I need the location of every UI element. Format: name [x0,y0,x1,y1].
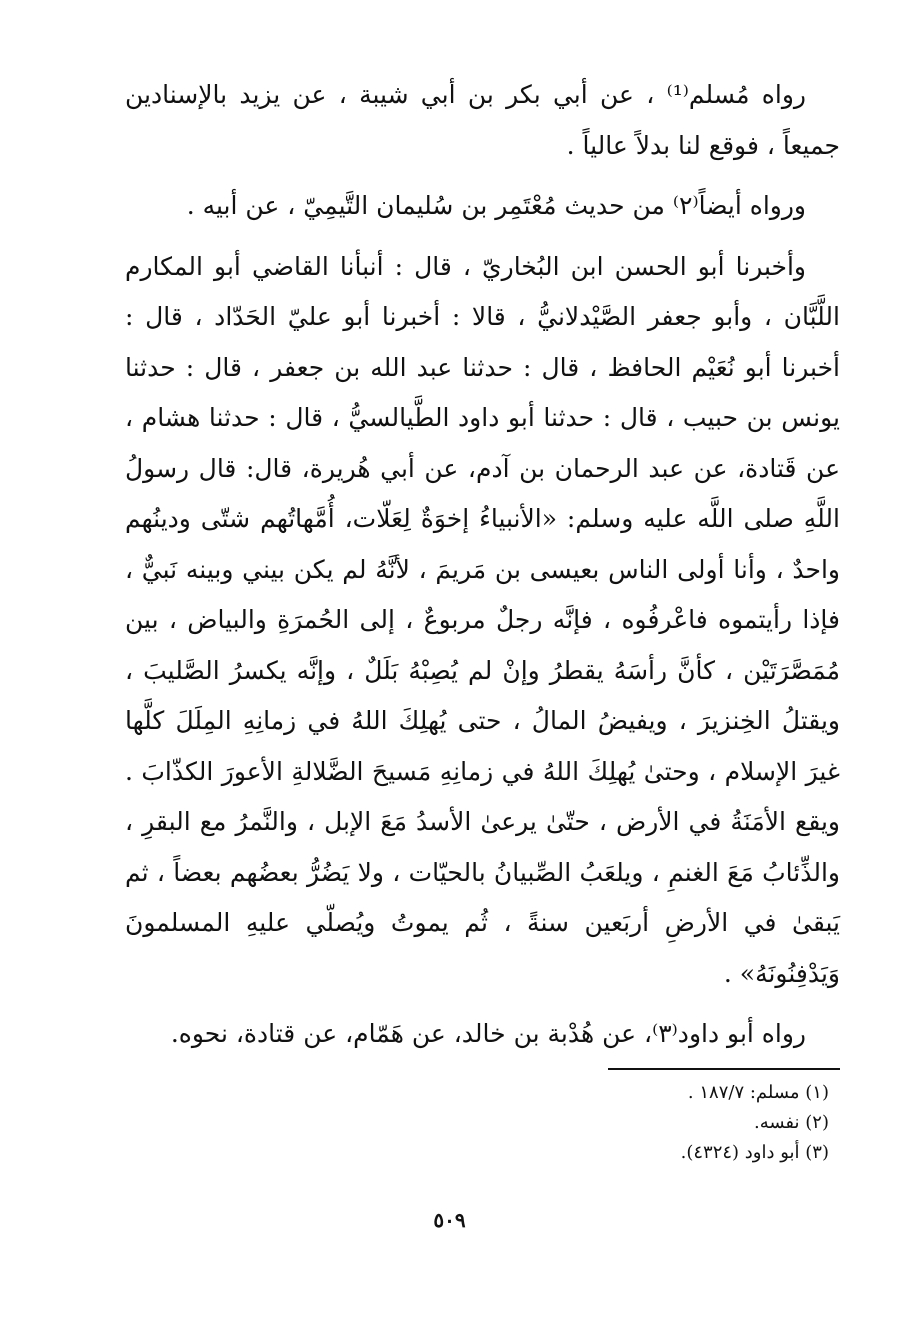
footnote-2: (٢) نفسه. [754,1112,829,1133]
paragraph-4: رواه أبو داود⁽٣⁾، عن هُدْبة بن خالد، عن هَمّام، عن قتادة، نحوه. [170,1019,806,1048]
paragraph-3: وأخبرنا أبو الحسن ابن البُخاريّ ، قال : أنبأنا القاضي أبو المكارم اللَّبَّان ، وأبو جعفر الصَّيْدلانيُّ ، قالا : أخبرنا أبو عليّ الحَدّاد ، قال : أخبرنا أبو نُعَيْم الحافظ ، قال : حدثنا عبد الله بن جعفر ، قال : حدثنا يونس بن حبيب ، قال : حدثنا أبو داود الطَّيالسيُّ ، قال : حدثنا هشام ، عن قَتادة، عن عبد الرحمان بن آدم، عن أبي هُريرة، قال: قال رسولُ اللَّهِ صلى اللَّه عليه وسلم: «الأنبياءُ إخوَةٌ لِعَلّات، أُمَّهاتُهم شتّى ودينُهم واحدٌ ، وأنا أولى الناس بعيسى بن مَريمَ ، لأنَّهُ لم يكن بيني وبينه نَبيٌّ ، فإذا رأيتموه فاعْرفُوه ، فإنَّه رجلٌ مربوعٌ ، إلى الحُمرَةِ والبياض ، بين مُمَصَّرَتَيْن ، كأنَّ رأسَهُ يقطرُ وإنْ لم يُصِبْهُ بَلَلٌ ، وإنَّه يكسرُ الصَّليبَ ، ويقتلُ الخِنزيرَ ، ويفيضُ المالُ ، حتى يُهلِكَ اللهُ في زمانِهِ المِلَلَ كلَّها غيرَ الإسلام ، وحتىٰ يُهلِكَ اللهُ في زمانِهِ مَسيحَ الضَّلالةِ الأعورَ الكذّابَ . ويقع الأمَنَةُ في الأرض ، حتّىٰ يرعىٰ الأسدُ مَعَ الإبل ، والنَّمرُ مع البقرِ ، والذِّئابُ مَعَ الغنمِ ، ويلعَبُ الصِّبيانُ بالحيّات ، ولا يَضُرُّ بعضُهم بعضاً ، ثم يَبقىٰ في الأرضِ أربَعين سنةً ، ثُم يموتُ ويُصلّي عليهِ المسلمونَ وَيَدْفِنُونَهُ» . [125,251,840,988]
footnote-divider [608,1068,840,1070]
footnote-1: (١) مسلم: ١٨٧/٧ . [687,1082,829,1103]
footnote-3: (٣) أبو داود (٤٣٢٤). [680,1142,829,1163]
page-number: ٥٠٩ [433,1208,466,1232]
footnotes [429,1078,829,1168]
paragraph-2: ورواه أيضاً⁽٢⁾ من حديث مُعْتَمِر بن سُليمان التَّيمِيّ ، عن أبيه . [186,191,806,220]
paragraph-1: رواه مُسلم⁽¹⁾ ، عن أبي بكر بن أبي شيبة ، عن يزيد بالإسنادين جميعاً ، فوقع لنا بدلاً عالياً . [125,80,840,160]
main-text [125,70,840,1060]
